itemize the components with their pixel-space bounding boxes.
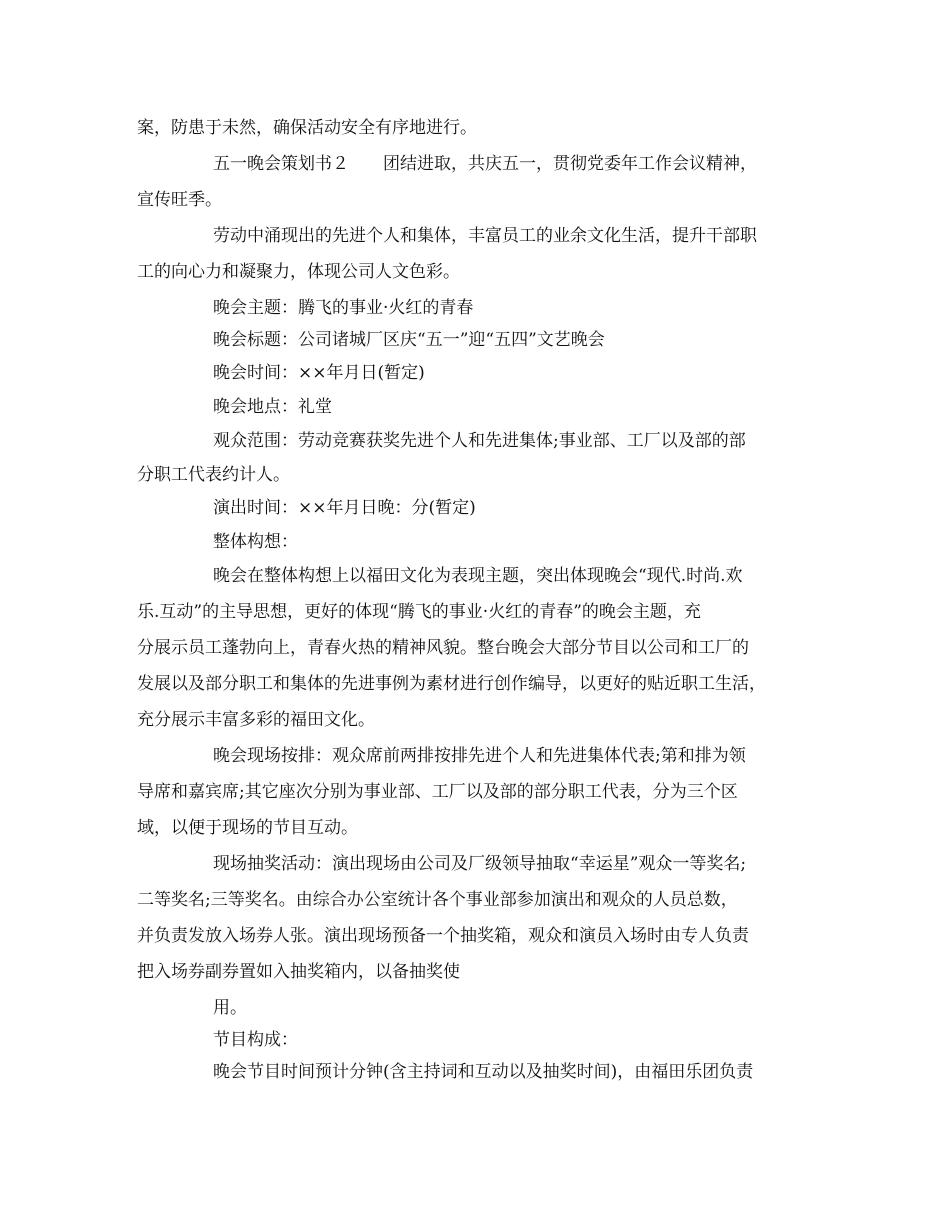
text-line: 发展以及部分职工和集体的先进事例为素材进行创作编导，以更好的贴近职工生活， (137, 674, 766, 694)
text-line: 晚会标题：公司诸城厂区庆“五一”迎“五四”文艺晚会 (213, 330, 605, 350)
text-line: 整体构想： (213, 532, 298, 552)
text-line: 晚会时间：××年月日(暂定) (213, 363, 425, 383)
text-line: 工的向心力和凝聚力，体现公司人文色彩。 (137, 262, 460, 282)
text-line: 观众范围：劳动竞赛获奖先进个人和先进集体;事业部、工厂以及部的部 (213, 431, 746, 451)
text-line: 充分展示丰富多彩的福田文化。 (137, 710, 375, 730)
text-line: 晚会在整体构想上以福田文化为表现主题，突出体现晚会“现代.时尚.欢 (213, 566, 743, 586)
text-line: 分职工代表约计人。 (137, 465, 290, 485)
text-line: 案，防患于未然，确保活动安全有序地进行。 (137, 118, 477, 138)
text-line: 现场抽奖活动：演出现场由公司及厂级领导抽取“幸运星”观众一等奖名; (213, 854, 747, 874)
text-line: 节目构成： (213, 1030, 298, 1050)
text-line: 劳动中涌现出的先进个人和集体，丰富员工的业余文化生活，提升干部职 (213, 226, 757, 246)
text-line: 域，以便于现场的节目互动。 (137, 818, 358, 838)
text-line: 晚会节目时间预计分钟(含主持词和互动以及抽奖时间)，由福田乐团负责 (213, 1062, 754, 1082)
text-line: 宣传旺季。 (137, 190, 222, 210)
text-line: 把入场券副券置如入抽奖箱内，以备抽奖使 (137, 962, 460, 982)
text-line: 晚会主题：腾飞的事业·火红的青春 (213, 298, 474, 318)
text-line: 演出时间：××年月日晚：分(暂定) (213, 498, 476, 518)
text-line: 乐.互动”的主导思想，更好的体现“腾飞的事业·火红的青春”的晚会主题，充 (137, 602, 701, 622)
text-line: 导席和嘉宾席;其它座次分别为事业部、工厂以及部的部分职工代表，分为三个区 (137, 782, 738, 802)
text-line: 用。 (213, 998, 247, 1018)
text-line: 分展示员工蓬勃向上，青春火热的精神风貌。整台晚会大部分节目以公司和工厂的 (137, 638, 749, 658)
text-line: 二等奖名;三等奖名。由综合办公室统计各个事业部参加演出和观众的人员总数， (137, 890, 738, 910)
text-line: 五一晚会策划书２ 团结进取，共庆五一，贯彻党委年工作会议精神， (213, 154, 757, 174)
text-line: 晚会地点：礼堂 (213, 397, 332, 417)
text-line: 并负责发放入场券人张。演出现场预备一个抽奖箱，观众和演员入场时由专人负责 (137, 926, 749, 946)
text-line: 晚会现场按排：观众席前两排按排先进个人和先进集体代表;第和排为领 (213, 746, 746, 766)
